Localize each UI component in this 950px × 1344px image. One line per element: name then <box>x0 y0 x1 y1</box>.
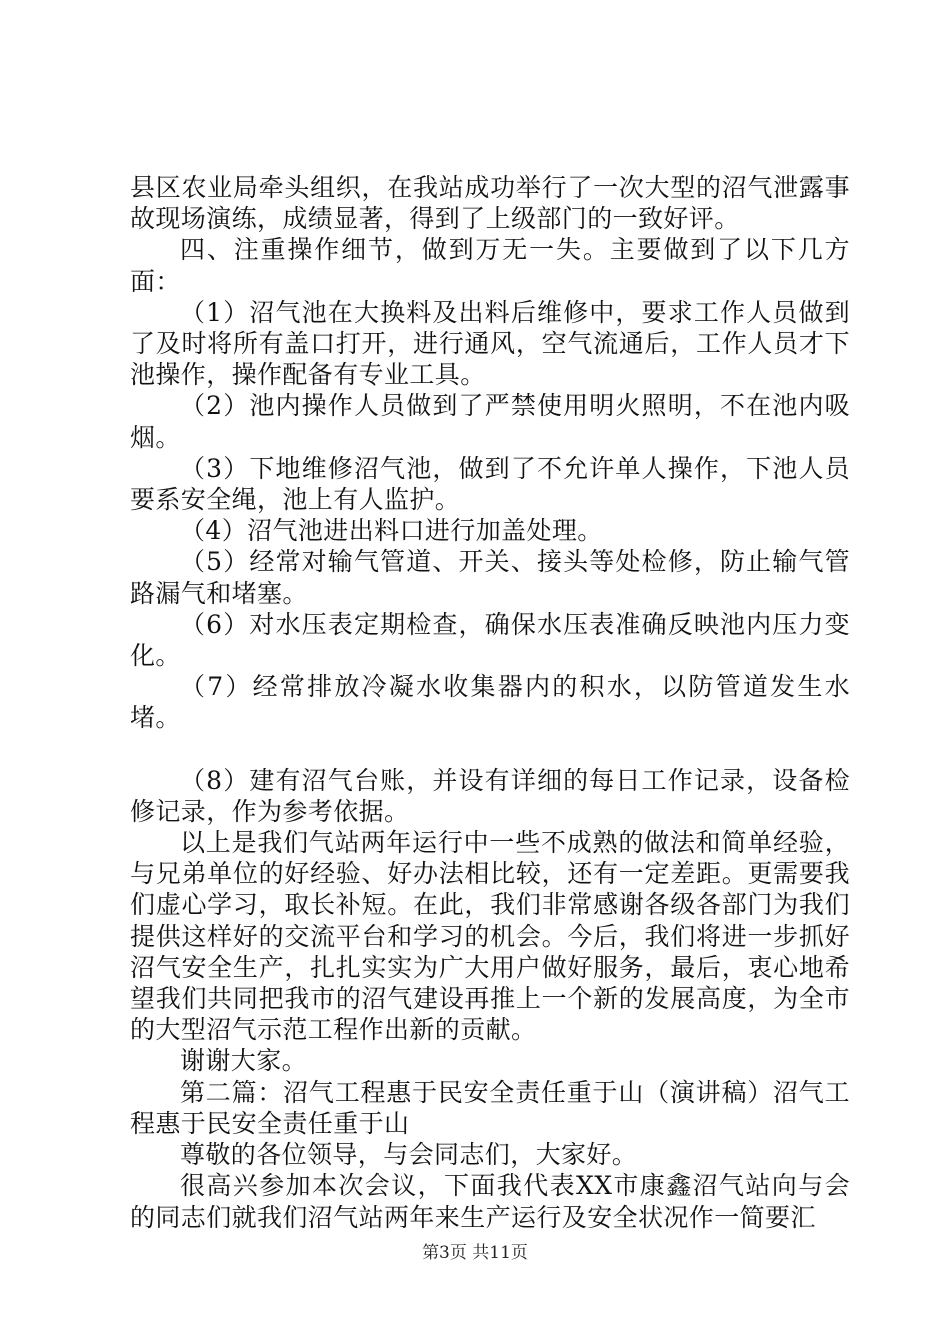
paragraph-greeting: 尊敬的各位领导，与会同志们，大家好。 <box>180 1140 638 1170</box>
blank-line <box>130 734 850 765</box>
paragraph-thanks: 谢谢大家。 <box>180 1046 308 1076</box>
paragraph-item-8: （8）建有沼气台账，并设有详细的每日工作记录，设备检修记录，作为参考依据。 <box>130 765 850 826</box>
paragraph-item-2: （2）池内操作人员做到了严禁使用明火照明，不在池内吸烟。 <box>130 391 850 452</box>
paragraph-item-5: （5）经常对输气管道、开关、接头等处检修，防止输气管路漏气和堵塞。 <box>130 547 850 608</box>
paragraph-summary: 以上是我们气站两年运行中一些不成熟的做法和简单经验，与兄弟单位的好经验、好办法相比较，还有一定差距。更需要我们虚心学习，取长补短。在此，我们非常感谢各级各部门为我们提供这样好的交流平台和学习的机会。今后，我们将进一步抓好沼气安全生产，扎扎实实为广大用户做好服务，最后，衷心地希望我们共同把我市的沼气建设再推上一个新的发展高度，为全市的大型沼气示范工程作出新的贡献。 <box>130 828 850 1045</box>
paragraph-item-4: （4）沼气池进出料口进行加盖处理。 <box>180 516 603 546</box>
document-body <box>130 172 850 1233</box>
paragraph-item-6: （6）对水压表定期检查，确保水压表准确反映池内压力变化。 <box>130 609 850 671</box>
paragraph-continuation: 县区农业局牵头组织，在我站成功举行了一次大型的沼气泄露事故现场演练，成绩显著，得到了上级部门的一致好评。 <box>130 173 850 234</box>
paragraph-second-title: 第二篇：沼气工程惠于民安全责任重于山（演讲稿）沼气工程惠于民安全责任重于山 <box>130 1077 850 1138</box>
paragraph-item-3: （3）下地维修沼气池，做到了不允许单人操作，下池人员要系安全绳，池上有人监护。 <box>130 453 850 515</box>
page-footer: 第3页 共11页 <box>422 1243 528 1263</box>
paragraph-item-1: （1）沼气池在大换料及出料后维修中，要求工作人员做到了及时将所有盖口打开，进行通风，空气流通后，工作人员才下池操作，操作配备有专业工具。 <box>130 297 850 390</box>
paragraph-intro: 很高兴参加本次会议，下面我代表XX市康鑫沼气站向与会的同志们就我们沼气站两年来生产运行及安全状况作一简要汇 <box>130 1171 850 1232</box>
paragraph-section-four: 四、注重操作细节，做到万无一失。主要做到了以下几方面： <box>130 235 850 296</box>
paragraph-item-7: （7）经常排放冷凝水收集器内的积水，以防管道发生水堵。 <box>130 672 850 733</box>
